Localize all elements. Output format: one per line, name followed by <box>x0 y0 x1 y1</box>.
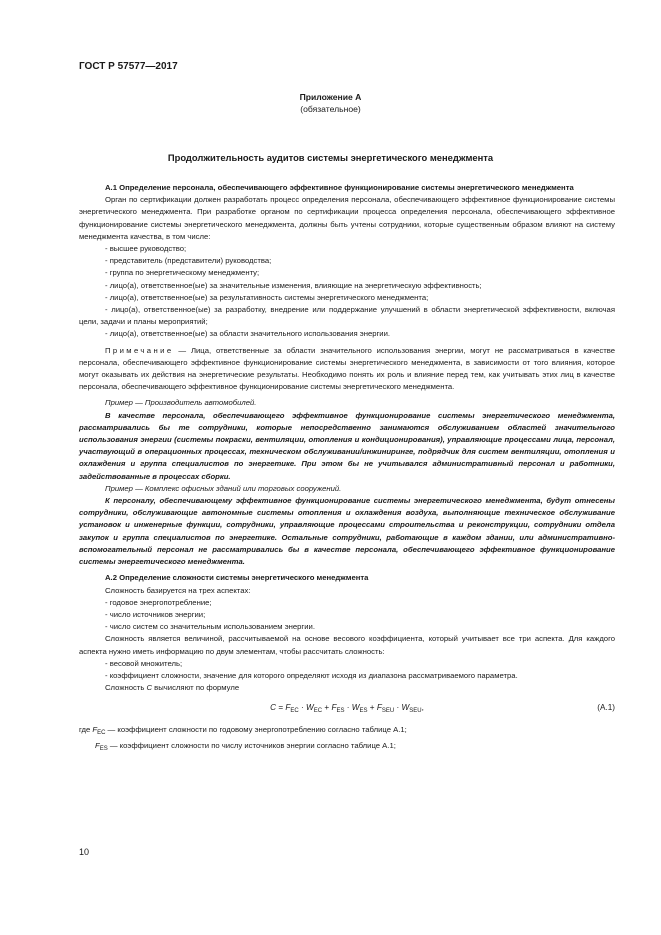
list-item: - представитель (представители) руководства; <box>105 256 272 266</box>
formula-intro: Сложность C вычисляют по формуле <box>105 683 240 693</box>
document-body <box>79 182 615 755</box>
where-fes: $F_{ES}$ — коэффициент сложности по числу источников энергии согласно таблице А.1; <box>95 740 396 752</box>
standard-header: ГОСТ Р 57577—2017 <box>79 61 178 72</box>
where-fec: где $F_{EC}$ — коэффициент сложности по годовому энергопотреблению согласно таблице А.1; <box>79 725 407 737</box>
example-1-text: В качестве персонала, обеспечивающего эффективное функционирование системы энергетического менеджмента, рассматривались бы те сотрудники, которые непосредственно занимаются обслуживанием областей значительного использования энергии (системы покраски, вентиляции, отопления и кондиционирования), управляющие процессами лица, персонал, участвующий в операционных процессах, техническом обслуживании/инжиниринге, подрядчик для систем вентиляции, отопления и охлаждения и группа специалистов по энергетике. При этом бы не учитывался административный персонал и работники, задействованные в процессах сборки. <box>79 410 615 481</box>
list-item: - весовой множитель; <box>105 658 183 668</box>
list-item: - лицо(а), ответственное(ые) за области значительного использования энергии. <box>105 329 391 339</box>
list-item: - число источников энергии; <box>105 609 206 619</box>
section-a1-intro: Орган по сертификации должен разработать процесс определения персонала, обеспечивающего эффективное функционирование системы энергетического менеджмента. При разработке органом по сертификации процесса определения персонала, обеспечивающего эффективное функционирование системы энергетического менеджмента, должны быть учтены сотрудники, которые существенным образом влияют на систему менеджмента качества, в том числе: <box>79 195 615 241</box>
section-a2-intro: Сложность базируется на трех аспектах: <box>105 585 251 595</box>
example-2-text: К персоналу, обеспечивающему эффективное функционирование системы энергетического менеджмента, будут отнесены сотрудники, обслуживающие автономные системы отопления и охлаждения воздуха, выполняющие техническое обслуживание установок и инженерные функции, сотрудники, управляющие процессами строительства и реконструкции, сотрудники отдела закупок и группа специалистов по энергетике. Остальные сотрудники, работающие в каждом здании, или административно-вспомогательный персонал не рассматривались бы в качестве персонала, обеспечивающего эффективное функционирование системы энергетического менеджмента. <box>79 496 615 567</box>
list-item: - число систем со значительным использованием энергии. <box>105 622 315 632</box>
formula-a1 <box>79 698 615 722</box>
appendix-title: Приложение А <box>299 92 362 102</box>
list-item: - годовое энергопотребление; <box>105 597 212 607</box>
formula-expression: $C = F_{EC} \cdot W_{EC} + F_{ES} \cdot W_{ES} + F_{SEU} \cdot W_{SEU}$, <box>270 703 424 715</box>
list-item: - коэффициент сложности, значение для которого определяют исходя из диапазона рассматриваемого параметра. <box>105 670 518 680</box>
example-1-title: Пример — Производитель автомобилей. <box>105 398 257 408</box>
note-label: Примечание <box>105 345 174 355</box>
list-item: - высшее руководство; <box>105 244 187 254</box>
list-item: - лицо(а), ответственное(ые) за разработку, внедрение или поддержание улучшений в области энергетической эффективности, включая цели, задачи и планы мероприятий; <box>79 305 615 327</box>
note-text: — Лица, ответственные за области значительного использования энергии, могут не рассматриваться в качестве персонала, обеспечивающего эффективное функционирование системы энергетического менеджмента, в зависимости от того влияния, которое могут оказывать их действия на энергетические результаты. Необходимо понять их роль и влияние перед тем, как учитывать этих лиц в качестве персонала, обеспечивающего эффективное функционирование системы энергетического менеджмента. <box>79 345 615 392</box>
list-item: - лицо(а), ответственное(ые) за значительные изменения, влияющие на энергетическую эффективность; <box>105 280 482 290</box>
document-title: Продолжительность аудитов системы энергетического менеджмента <box>167 152 494 163</box>
formula-number: (А.1) <box>597 703 615 713</box>
page-number: 10 <box>79 847 90 857</box>
section-a2-heading: А.2 Определение сложности системы энергетического менеджмента <box>105 573 369 583</box>
section-a2-para2: Сложность является величиной, рассчитываемой на основе весового коэффициента, который учитывает все три аспекта. Для каждого аспекта нужно иметь информацию по двум элементам, чтобы рассчитать сложность: <box>79 634 615 656</box>
list-item: - лицо(а), ответственное(ые) за результативность системы энергетического менеджмента; <box>105 292 429 302</box>
list-item: - группа по энергетическому менеджменту; <box>105 268 260 278</box>
appendix-status: (обязательное) <box>300 104 361 114</box>
section-a1-heading: А.1 Определение персонала, обеспечивающего эффективное функционирование системы энергетического менеджмента <box>105 183 574 192</box>
note <box>79 345 615 394</box>
example-2-title: Пример — Комплекс офисных зданий или торговых сооружений. <box>105 483 342 493</box>
